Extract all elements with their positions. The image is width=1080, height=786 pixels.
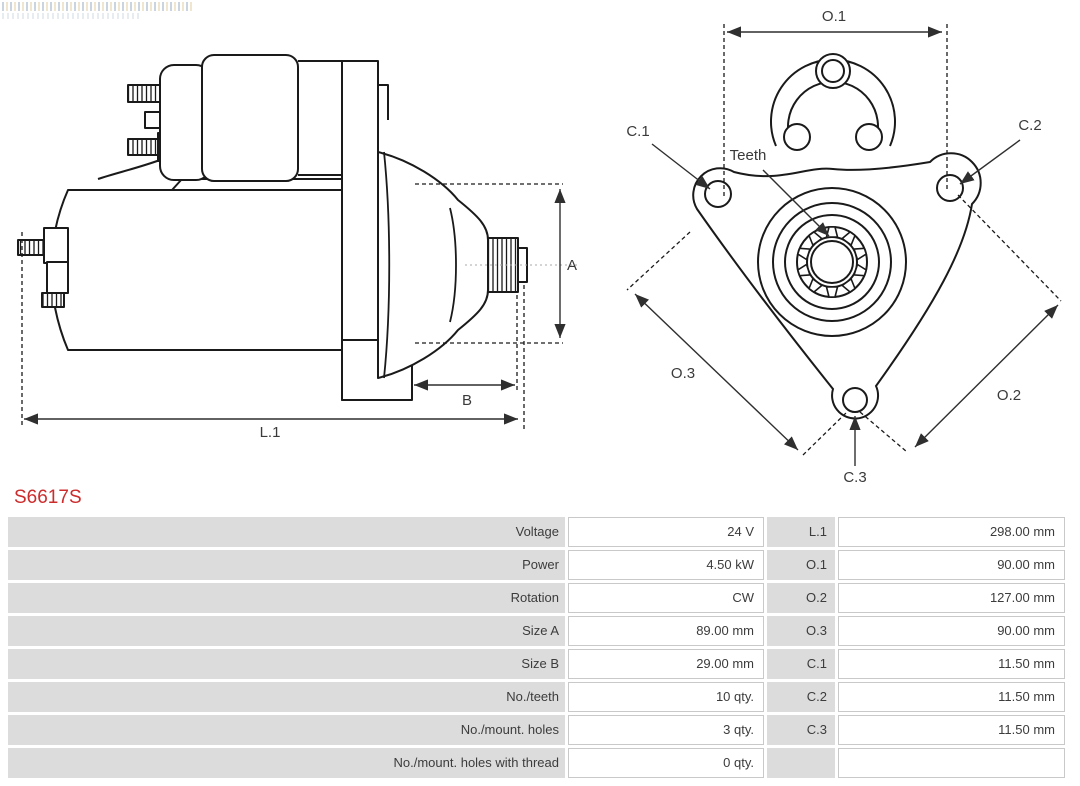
spec-label: Size B: [8, 649, 565, 679]
spec-label: No./mount. holes with thread: [8, 748, 565, 778]
dim-label: L.1: [767, 517, 835, 547]
dim-o3-line: [635, 294, 798, 450]
dim-c1-leader: [652, 144, 710, 189]
arch-right-hole: [856, 124, 882, 150]
dim-label-c2: C.2: [1018, 117, 1042, 134]
dim-label-o3: O.3: [670, 365, 696, 382]
flange-outline: [693, 54, 980, 419]
dim-label: C.3: [767, 715, 835, 745]
dim-label: C.2: [767, 682, 835, 712]
dim-label-o2: O.2: [996, 387, 1022, 404]
dim-label: O.3: [767, 616, 835, 646]
side-view-drawing: [10, 40, 580, 460]
spec-value: 3 qty.: [568, 715, 764, 745]
starter-side-outline: [18, 55, 527, 400]
dim-label-c3: C.3: [843, 469, 867, 486]
spec-value: 4.50 kW: [568, 550, 764, 580]
dim-label: O.1: [767, 550, 835, 580]
dim-value: 11.50 mm: [838, 682, 1065, 712]
spec-label: Rotation: [8, 583, 565, 613]
front-view-drawing: [600, 4, 1078, 486]
dim-value: 11.50 mm: [838, 649, 1065, 679]
dim-label-l1: L.1: [259, 424, 281, 441]
dim-value: [838, 748, 1065, 778]
arch-left-hole: [784, 124, 810, 150]
spec-label: No./teeth: [8, 682, 565, 712]
watermark-strip-top: [2, 2, 194, 11]
spec-value: 24 V: [568, 517, 764, 547]
mount-hole-c1: [705, 181, 731, 207]
dim-value: 298.00 mm: [838, 517, 1065, 547]
spec-label: Size A: [8, 616, 565, 646]
dim-label: C.1: [767, 649, 835, 679]
spec-table: [8, 517, 1065, 781]
terminal-stud-top: [128, 85, 162, 102]
table-row: [8, 517, 1065, 547]
pinion-gear: [797, 227, 867, 297]
teeth-label: Teeth: [729, 147, 767, 164]
mount-hole-c3: [843, 388, 867, 412]
terminal-stud-bottom: [128, 139, 160, 155]
table-row: [8, 682, 1065, 712]
spec-value: CW: [568, 583, 764, 613]
spec-label: Power: [8, 550, 565, 580]
dim-label-c1: C.1: [626, 123, 650, 140]
table-row: [8, 748, 1065, 778]
dim-o2-line: [915, 305, 1058, 447]
table-row: [8, 649, 1065, 679]
dim-label: [767, 748, 835, 778]
spec-value: 89.00 mm: [568, 616, 764, 646]
dim-value: 90.00 mm: [838, 550, 1065, 580]
motor-body: [51, 190, 342, 350]
dim-value: 127.00 mm: [838, 583, 1065, 613]
dim-label-o1: O.1: [821, 8, 847, 25]
spec-value: 10 qty.: [568, 682, 764, 712]
spec-value: 29.00 mm: [568, 649, 764, 679]
pinion-shaft: [488, 238, 518, 292]
dim-label-a: A: [567, 257, 578, 274]
dim-label: O.2: [767, 583, 835, 613]
spec-label: Voltage: [8, 517, 565, 547]
table-row: [8, 550, 1065, 580]
part-number: S6617S: [14, 487, 82, 508]
table-row: [8, 616, 1065, 646]
spec-value: 0 qty.: [568, 748, 764, 778]
dim-value: 11.50 mm: [838, 715, 1065, 745]
mount-hole-c2: [937, 175, 963, 201]
solenoid-body: [202, 55, 298, 181]
spec-label: No./mount. holes: [8, 715, 565, 745]
table-row: [8, 715, 1065, 745]
terminal-wire: [98, 160, 160, 179]
dim-label-b: B: [461, 392, 473, 409]
watermark-strip-bottom: [2, 13, 140, 19]
dim-value: 90.00 mm: [838, 616, 1065, 646]
table-row: [8, 583, 1065, 613]
